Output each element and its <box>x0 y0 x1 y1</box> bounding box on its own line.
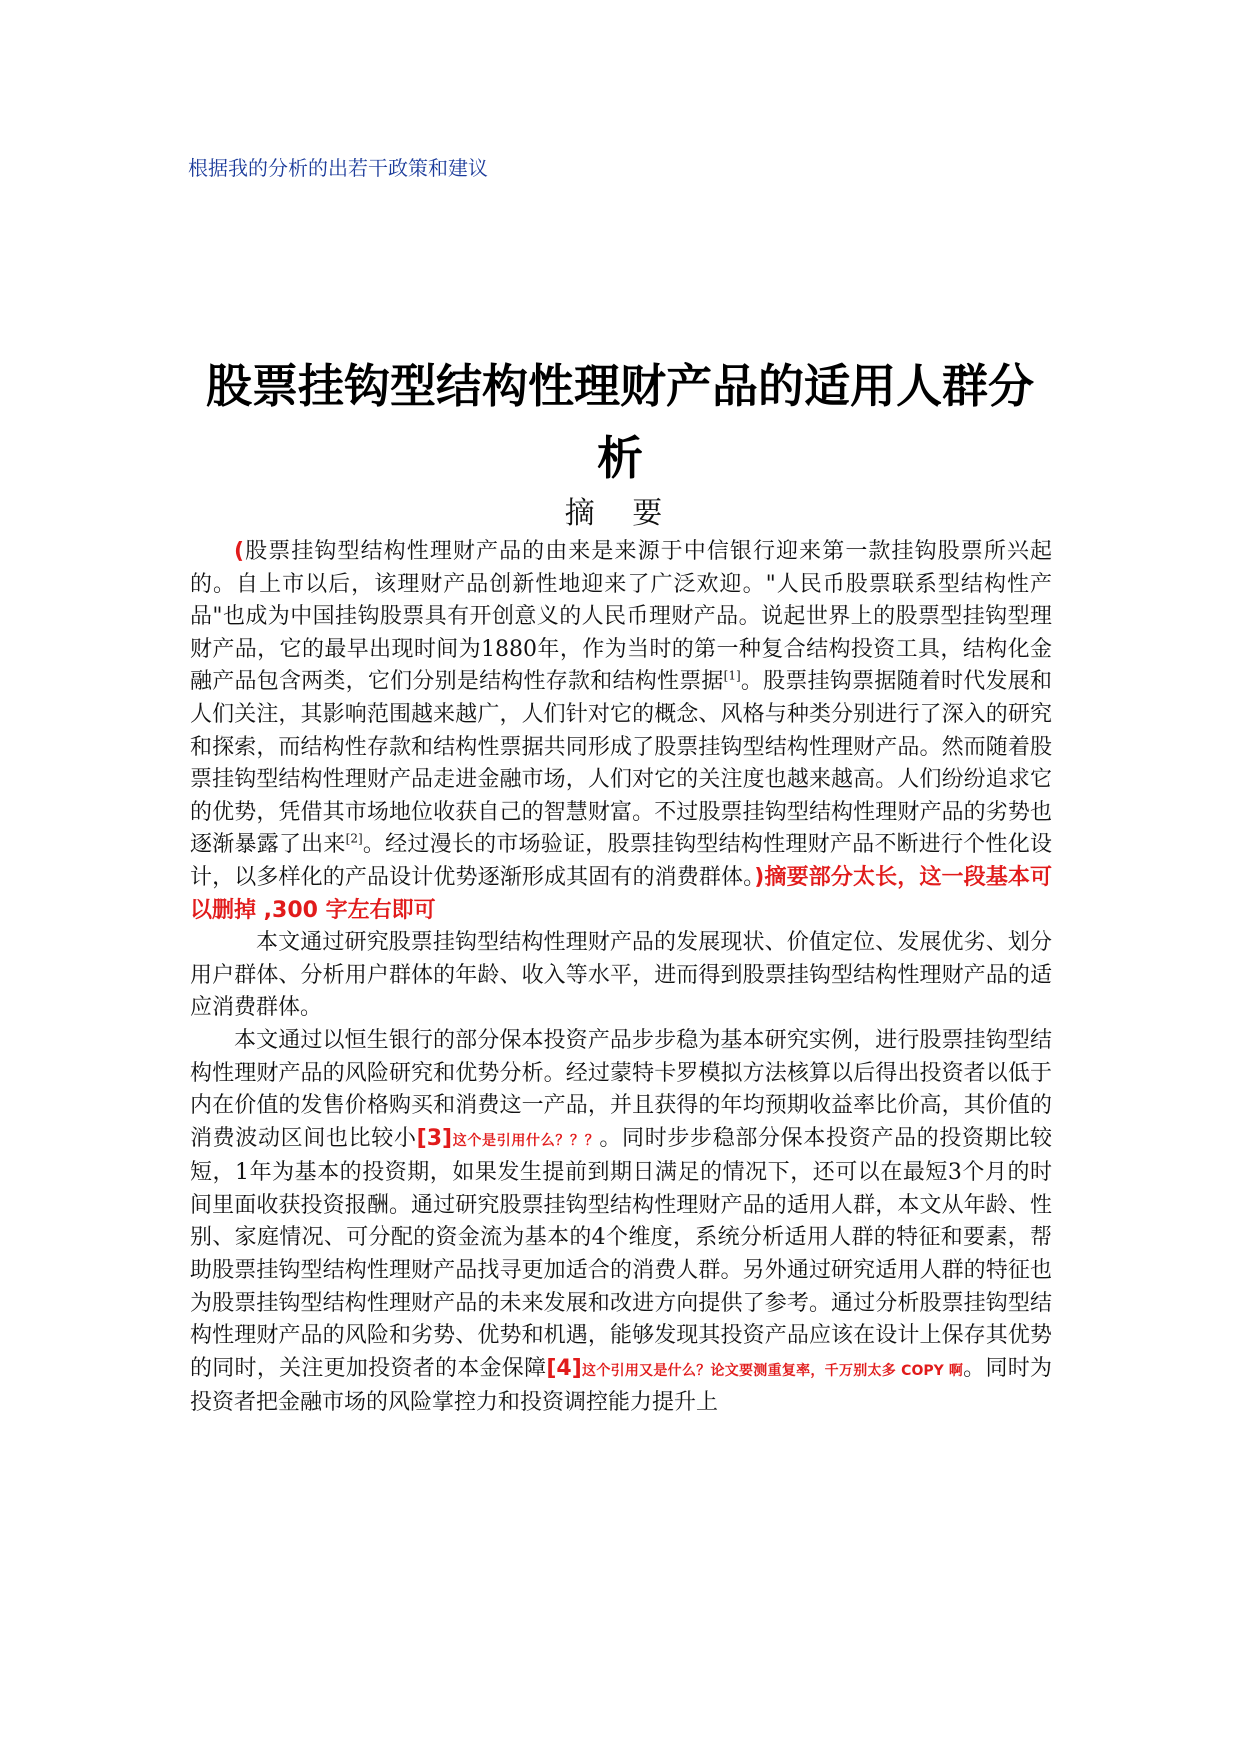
top-note: 根据我的分析的出若干政策和建议 <box>188 156 488 180</box>
review-comment: 这个是引用什么？？？ <box>452 1132 600 1149</box>
paragraph-text: 。同时为投资者把金融市场的风险掌控力和投资调控能力提升上 <box>190 1355 1052 1416</box>
citation-ref[interactable]: [3] <box>416 1125 453 1151</box>
paragraph-text: 。股票挂钩票据随着时代发展和人们关注，其影响范围越来越广，人们针对它的概念、风格与种类分别进行了深入的研究和探索，而结构性存款和结构性票据共同形成了股票挂钩型结构性理财产品。然而随着股票挂钩型结构性理财产品走进金融市场，人们对它的关注度也越来越高。人们纷纷追求它的优势，凭借其市场地位收获自己的智慧财富。不过股票挂钩型结构性理财产品的劣势也逐渐暴露了出来 <box>190 669 1052 858</box>
paragraph-text: 本文通过以恒生银行的部分保本投资产品步步稳为基本研究实例，进行股票挂钩型结构性理财产品的风险研究和优势分析。经过蒙特卡罗模拟方法核算以后得出投资者以低于内在价值的发售价格购买和消费这一产品，并且获得的年均预期收益率比价高，其价值的消费波动区间也比较小 <box>190 1027 1052 1151</box>
paragraph-text: 股票挂钩型结构性理财产品的由来是来源于中信银行迎来第一款挂钩股票所兴起的。自上市以后，该理财产品创新性地迎来了广泛欢迎。"人民币股票联系型结构性产品"也成为中国挂钩股票具有开创意义的人民币理财产品。说起世界上的股票型挂钩型理财产品，它的最早出现时间为1880年，作为当时的第一种复合结构投资工具，结构化金融产品包含两类，它们分别是结构性存款和结构性票据 <box>190 539 1052 695</box>
paragraph-text: 。同时步步稳部分保本投资产品的投资期比较短，1年为基本的投资期，如果发生提前到期日满足的情况下，还可以在最短3个月的时间里面收获投资报酬。通过研究股票挂钩型结构性理财产品的适用人群，本文从年龄、性别、家庭情况、可分配的资金流为基本的4个维度，系统分析适用人群的特征和要素，帮助股票挂钩型结构性理财产品找寻更加适合的消费人群。另外通过研究适用人群的特征也为股票挂钩型结构性理财产品的未来发展和改进方向提供了参考。通过分析股票挂钩型结构性理财产品的风险和劣势、优势和机遇，能够发现其投资产品应该在设计上保存其优势的同时，关注更加投资者的本金保障 <box>190 1125 1052 1381</box>
paragraph-text: 。经过漫长的市场验证，股票挂钩型结构性理财产品不断进行个性化设计，以多样化的产品设计优势逐渐形成其固有的消费群体。 <box>190 832 1052 890</box>
review-comment: 这个引用又是什么？论文要测重复率，千万别太多 COPY 啊 <box>581 1362 964 1379</box>
citation-ref[interactable]: [2] <box>345 832 363 847</box>
comment-open-mark: ( <box>234 539 245 564</box>
page-title: 股票挂钩型结构性理财产品的适用人群分析 <box>206 359 1034 485</box>
abstract-paragraph-2: 本文通过研究股票挂钩型结构性理财产品的发展现状、价值定位、发展优劣、划分用户群体、分析用户群体的年龄、收入等水平，进而得到股票挂钩型结构性理财产品的适应消费群体。 <box>190 930 1052 1021</box>
abstract-paragraph-1 <box>190 536 1052 927</box>
abstract-paragraph-3 <box>190 1025 1052 1420</box>
abstract-body <box>190 536 1052 1420</box>
citation-ref[interactable]: [4] <box>546 1355 582 1381</box>
abstract-heading: 摘 要 <box>564 496 677 531</box>
review-comment: )摘要部分太长，这一段基本可以删掉 ,300 字左右即可 <box>190 864 1052 923</box>
citation-ref[interactable]: [1] <box>723 669 741 684</box>
